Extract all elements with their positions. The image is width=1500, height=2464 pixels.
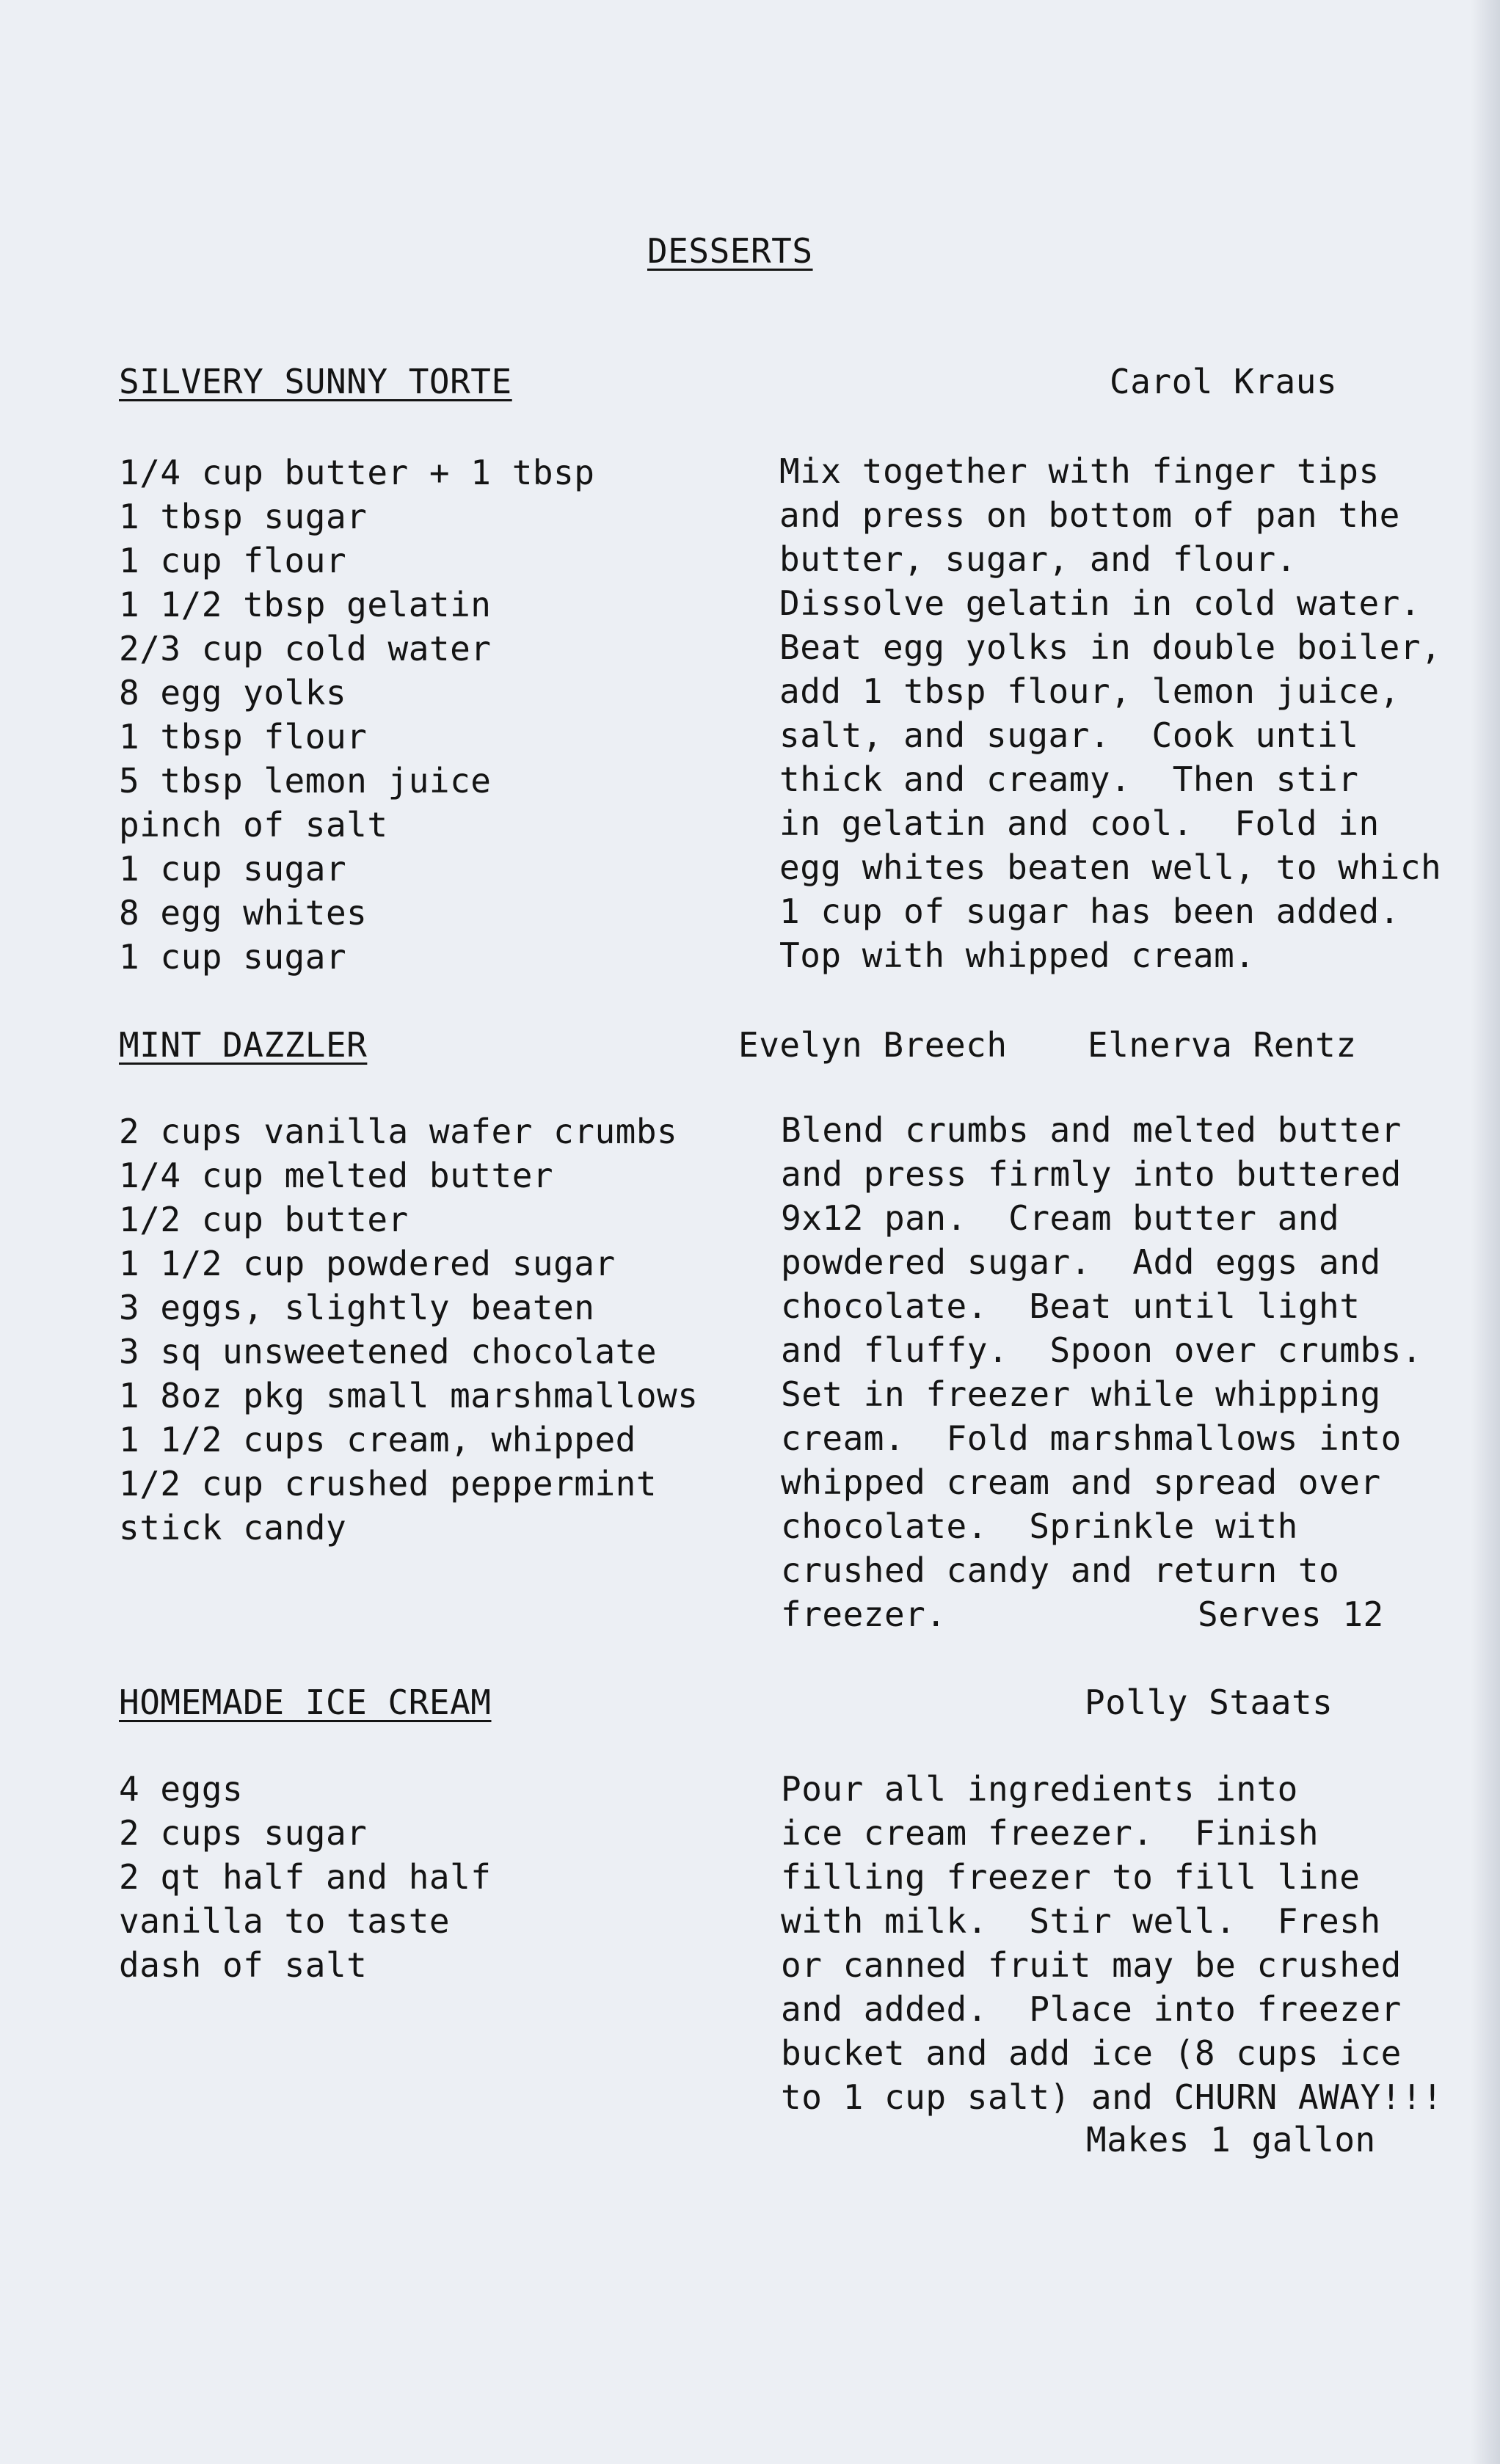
direction-line: and press firmly into buttered xyxy=(781,1154,1402,1194)
direction-line: Mix together with finger tips xyxy=(779,451,1380,491)
direction-line: Blend crumbs and melted butter xyxy=(781,1110,1402,1150)
ingredient: 1 1/2 tbsp gelatin xyxy=(119,585,492,624)
recipe-author: Polly Staats xyxy=(1085,1683,1333,1722)
ingredient: 2 cups sugar xyxy=(119,1813,368,1853)
ingredient: pinch of salt xyxy=(119,805,388,845)
direction-line: Top with whipped cream. xyxy=(779,936,1256,975)
ingredient: dash of salt xyxy=(119,1945,368,1985)
direction-line: and fluffy. Spoon over crumbs. xyxy=(781,1330,1423,1370)
direction-line: Beat egg yolks in double boiler, xyxy=(779,627,1442,667)
direction-line: filling freezer to fill line xyxy=(781,1857,1361,1897)
ingredient: 1/4 cup melted butter xyxy=(119,1156,554,1195)
direction-line: to 1 cup salt) and CHURN AWAY!!! xyxy=(781,2077,1443,2117)
ingredient: 1 cup sugar xyxy=(119,937,347,977)
ingredient: vanilla to taste xyxy=(119,1901,451,1941)
recipe-yield: Makes 1 gallon xyxy=(1086,2120,1376,2159)
direction-line: salt, and sugar. Cook until xyxy=(779,715,1359,755)
direction-line: Set in freezer while whipping xyxy=(781,1374,1381,1414)
ingredient: 1 1/2 cup powdered sugar xyxy=(119,1244,616,1283)
ingredient: 8 egg whites xyxy=(119,893,368,933)
direction-line: and press on bottom of pan the xyxy=(779,495,1400,535)
ingredient: 1/2 cup crushed peppermint xyxy=(119,1464,658,1503)
recipe-title-mint-dazzler: MINT DAZZLER xyxy=(119,1025,368,1065)
direction-line: bucket and add ice (8 cups ice xyxy=(781,2033,1402,2073)
direction-line: or canned fruit may be crushed xyxy=(781,1945,1402,1985)
directions xyxy=(779,449,1441,977)
ingredient: 2/3 cup cold water xyxy=(119,629,492,668)
direction-line: 9x12 pan. Cream butter and xyxy=(781,1198,1340,1238)
ingredient: 1/4 cup butter + 1 tbsp xyxy=(119,453,595,492)
direction-line: 1 cup of sugar has been added. xyxy=(779,892,1400,931)
direction-line: powdered sugar. Add eggs and xyxy=(781,1242,1381,1282)
direction-line: freezer. xyxy=(781,1594,947,1634)
direction-line: butter, sugar, and flour. xyxy=(779,539,1297,579)
direction-line: whipped cream and spread over xyxy=(781,1462,1381,1502)
ingredient: 1/2 cup butter xyxy=(119,1200,409,1239)
direction-line: thick and creamy. Then stir xyxy=(779,759,1359,799)
ingredient: stick candy xyxy=(119,1508,347,1548)
ingredient-list xyxy=(119,451,594,979)
direction-line: ice cream freezer. Finish xyxy=(781,1813,1319,1853)
direction-line: chocolate. Beat until light xyxy=(781,1286,1361,1326)
directions xyxy=(781,1767,1443,2119)
ingredient: 1 cup sugar xyxy=(119,849,347,889)
ingredient: 3 eggs, slightly beaten xyxy=(119,1288,595,1327)
direction-line: with milk. Stir well. Fresh xyxy=(781,1901,1381,1941)
direction-line: and added. Place into freezer xyxy=(781,1989,1402,2029)
direction-line: cream. Fold marshmallows into xyxy=(781,1418,1402,1458)
direction-line: in gelatin and cool. Fold in xyxy=(779,803,1380,843)
ingredient: 4 eggs xyxy=(119,1769,244,1809)
direction-line: add 1 tbsp flour, lemon juice, xyxy=(779,671,1400,711)
recipe-author: Elnerva Rentz xyxy=(1088,1025,1357,1065)
direction-line: egg whites beaten well, to which xyxy=(779,848,1442,887)
recipe-author: Carol Kraus xyxy=(1110,362,1338,401)
direction-line: chocolate. Sprinkle with xyxy=(781,1506,1298,1546)
recipe-title-silvery-sunny-torte: SILVERY SUNNY TORTE xyxy=(119,362,512,401)
ingredient: 1 1/2 cups cream, whipped xyxy=(119,1420,636,1459)
page-title: DESSERTS xyxy=(647,231,813,271)
ingredient: 3 sq unsweetened chocolate xyxy=(119,1332,658,1371)
direction-line: Dissolve gelatin in cold water. xyxy=(779,583,1421,623)
ingredient: 2 qt half and half xyxy=(119,1857,492,1897)
ingredient: 1 tbsp flour xyxy=(119,717,368,757)
directions xyxy=(781,1108,1422,1636)
ingredient-list xyxy=(119,1767,492,1987)
direction-line: crushed candy and return to xyxy=(781,1550,1340,1590)
ingredient: 1 cup flour xyxy=(119,541,347,580)
recipe-yield: Serves 12 xyxy=(1198,1594,1384,1634)
recipe-title-homemade-ice-cream: HOMEMADE ICE CREAM xyxy=(119,1683,492,1722)
ingredient: 1 8oz pkg small marshmallows xyxy=(119,1376,699,1415)
ingredient-list xyxy=(119,1109,698,1550)
ingredient: 1 tbsp sugar xyxy=(119,497,368,536)
direction-line: Pour all ingredients into xyxy=(781,1769,1298,1809)
ingredient: 2 cups vanilla wafer crumbs xyxy=(119,1112,678,1151)
ingredient: 8 egg yolks xyxy=(119,673,347,712)
ingredient: 5 tbsp lemon juice xyxy=(119,761,492,801)
recipe-author: Evelyn Breech xyxy=(738,1025,1008,1065)
